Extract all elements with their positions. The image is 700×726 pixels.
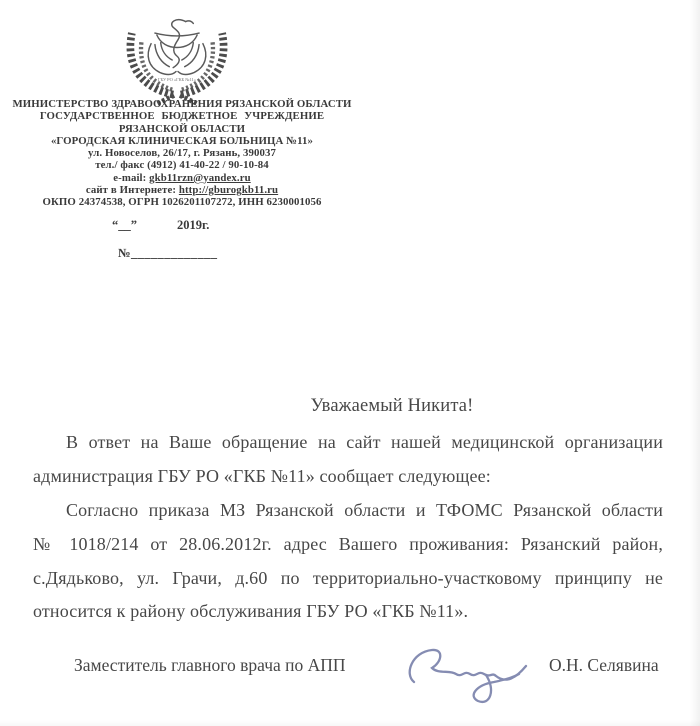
greeting-line: Уважаемый Никита! [310, 396, 474, 416]
address-line: ул. Новоселов, 26/17, г. Рязань, 390037 [88, 147, 276, 160]
emblem-caption: ГБУ РО «ГКБ №11» [158, 77, 196, 83]
signer-name: О.Н. Селявина [549, 655, 659, 675]
website-label: сайт в Интернете: [85, 184, 179, 197]
letterhead [2, 98, 362, 209]
email-link[interactable]: gkb11rzn@yandex.ru [149, 171, 251, 184]
website-line [2, 184, 362, 196]
hospital-name-line: «ГОРОДСКАЯ КЛИНИЧЕСКАЯ БОЛЬНИЦА №11» [50, 134, 314, 147]
phone-line: тел./ факс (4912) 41-40-22 / 90-10-84 [95, 159, 269, 172]
body-line: с.Дядьково, ул. Грачи, д.60 по территориально-участковому принципу не [33, 567, 663, 588]
scan-artifact-bottom-edge [0, 720, 700, 726]
body-line: № 1018/214 от 28.06.2012г. адрес Вашего проживания: Рязанский район, [33, 533, 663, 554]
outgoing-number-blank: №_____________ [118, 246, 218, 260]
body-line: администрация ГБУ РО «ГКБ №11» сообщает следующее: [33, 465, 491, 486]
body-line: В ответ на Ваше обращение на сайт нашей медицинской организации [66, 432, 663, 452]
ministry-line: МИНИСТЕРСТВО ЗДРАВООХРАНЕНИЯ РЯЗАНСКОЙ ОБЛАСТИ [12, 98, 352, 110]
hospital-emblem-icon [108, 11, 246, 107]
email-line [2, 172, 362, 184]
hygieia-bowl-snake-icon [148, 20, 206, 75]
body-line: Согласно приказа МЗ Рязанской области и ТФОМС Рязанской области [66, 500, 663, 520]
date-blank: “__” [112, 218, 137, 232]
region-line: РЯЗАНСКОЙ ОБЛАСТИ [118, 122, 246, 135]
scan-artifact-right-edge [690, 0, 700, 726]
institution-type-line: ГОСУДАРСТВЕННОЕ БЮДЖЕТНОЕ УЧРЕЖДЕНИЕ [39, 110, 325, 123]
date-year: 2019г. [177, 218, 210, 232]
email-label: e-mail: [113, 171, 150, 184]
website-link[interactable]: http://gburogkb11.ru [178, 184, 279, 197]
body-line: относится к району обслуживания ГБУ РО «ГКБ №11». [33, 601, 469, 622]
registry-codes-line: ОКПО 24374538, ОГРН 1026201107272, ИНН 6230001056 [42, 196, 322, 209]
paragraph-2 [33, 494, 663, 629]
signer-position: Заместитель главного врача по АПП [74, 655, 346, 675]
handwritten-signature [398, 638, 543, 713]
paragraph-1 [33, 426, 663, 494]
